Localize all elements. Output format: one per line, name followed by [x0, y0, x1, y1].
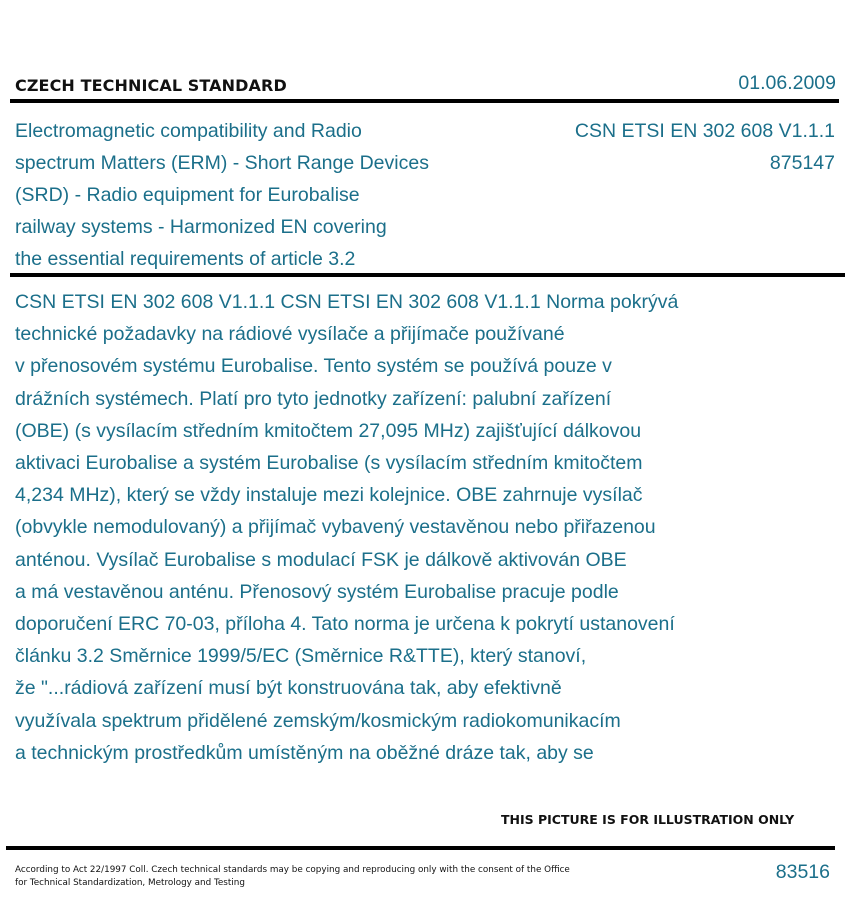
standard-title: [15, 115, 515, 275]
abstract-line: a technickým prostředkům umístěným na oběžné dráze tak, aby se: [15, 741, 594, 764]
copyright-notice: [15, 864, 595, 890]
document-type-label: CZECH TECHNICAL STANDARD: [15, 76, 287, 95]
abstract-line: technické požadavky na rádiové vysílače a přijímače používané: [15, 323, 565, 346]
abstract-line: drážních systémech. Platí pro tyto jednotky zařízení: palubní zařízení: [15, 387, 612, 410]
title-line: the essential requirements of article 3.2: [15, 248, 356, 270]
abstract-line: aktivaci Eurobalise a systém Eurobalise (s vysílacím středním kmitočtem: [15, 452, 643, 475]
title-line: (SRD) - Radio equipment for Eurobalise: [15, 184, 360, 206]
title-line: railway systems - Harmonized EN covering: [15, 216, 387, 238]
publication-date: 01.06.2009: [738, 72, 836, 94]
abstract-line: (OBE) (s vysílacím středním kmitočtem 27,095 MHz) zajišťující dálkovou: [15, 419, 642, 442]
header-divider: [10, 99, 839, 103]
title-line: spectrum Matters (ERM) - Short Range Devices: [15, 152, 429, 174]
abstract-line: 4,234 MHz), který se vždy instaluje mezi kolejnice. OBE zahrnuje vysílač: [15, 484, 643, 507]
abstract-line: CSN ETSI EN 302 608 V1.1.1 CSN ETSI EN 302 608 V1.1.1 Norma pokrývá: [15, 291, 679, 313]
abstract-line: anténou. Vysílač Eurobalise s modulací FSK je dálkově aktivován OBE: [15, 548, 627, 571]
abstract-line: článku 3.2 Směrnice 1999/5/EC (Směrnice R&TTE), který stanoví,: [15, 645, 587, 668]
abstract-line: využívala spektrum přidělené zemským/kosmickým radiokomunikacím: [15, 709, 621, 732]
abstract-line: v přenosovém systému Eurobalise. Tento systém se používá pouze v: [15, 355, 612, 378]
footer-divider: [6, 846, 835, 850]
abstract-text: [15, 286, 850, 769]
catalog-number: 83516: [775, 861, 830, 883]
abstract-line: (obvykle nemodulovaný) a přijímač vybavený vestavěnou nebo přiřazenou: [15, 516, 656, 539]
illustration-disclaimer: THIS PICTURE IS FOR ILLUSTRATION ONLY: [501, 812, 795, 827]
abstract-line: doporučení ERC 70-03, příloha 4. Tato norma je určena k pokrytí ustanovení: [15, 613, 675, 636]
copyright-line: According to Act 22/1997 Coll. Czech technical standards may be copying and reproducing only with the consent of the Office: [15, 865, 570, 875]
abstract-line: že "...rádiová zařízení musí být konstruována tak, aby efektivně: [15, 677, 562, 700]
standard-number: 875147: [769, 152, 835, 174]
standard-identifiers: [575, 115, 835, 179]
title-divider: [10, 273, 845, 277]
title-line: Electromagnetic compatibility and Radio: [15, 120, 362, 142]
standard-code: CSN ETSI EN 302 608 V1.1.1: [574, 120, 835, 142]
abstract-line: a má vestavěnou anténu. Přenosový systém Eurobalise pracuje podle: [15, 580, 619, 603]
copyright-line: for Technical Standardization, Metrology and Testing: [15, 878, 245, 888]
